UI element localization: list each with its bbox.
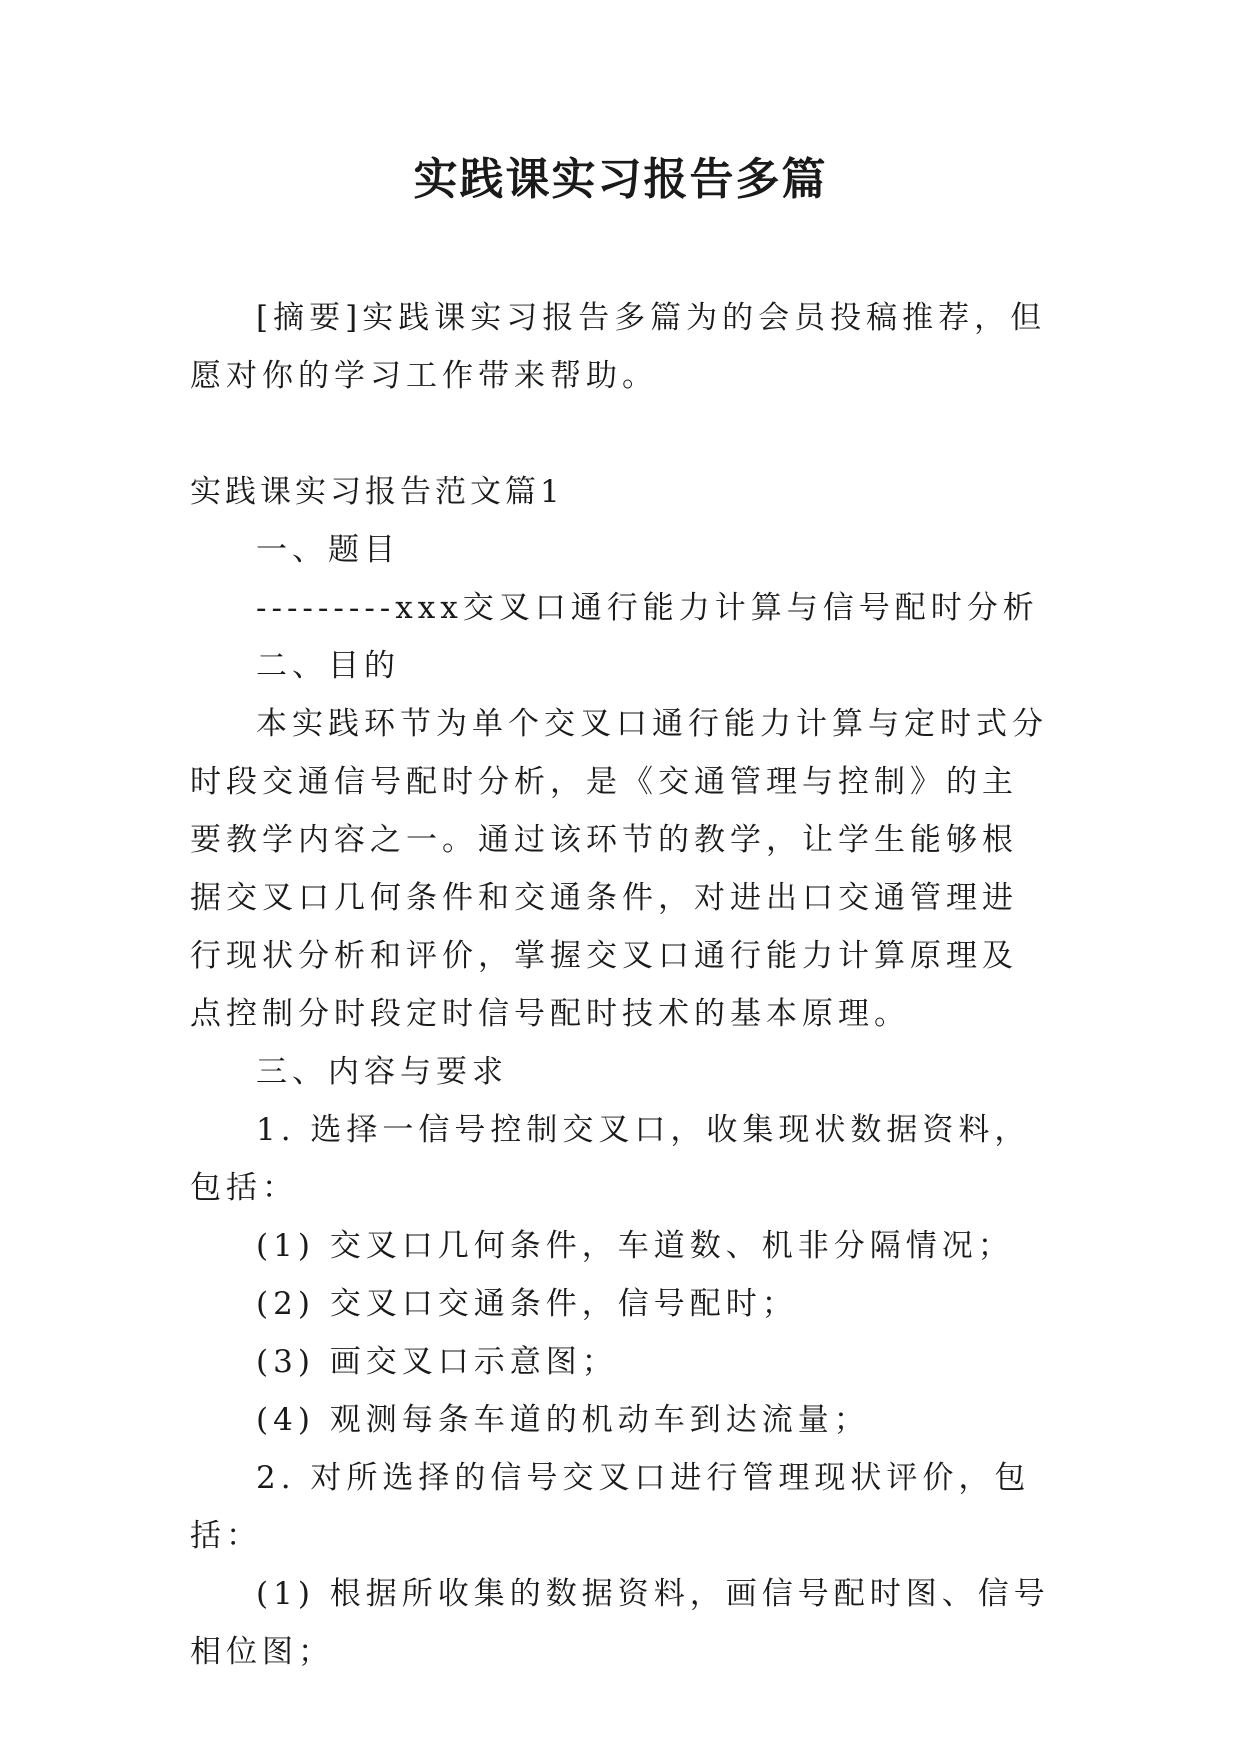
purpose-paragraph: 本实践环节为单个交叉口通行能力计算与定时式分时段交通信号配时分析，是《交通管理与控制》的主要教学内容之一。通过该环节的教学，让学生能够根据交叉口几何条件和交通条件，对进出口交通管理进行现状分析和评价，掌握交叉口通行能力计算原理及点控制分时段定时信号配时技术的基本原理。: [190, 706, 1048, 1032]
list-item: (2) 交叉口交通条件，信号配时；: [256, 1286, 798, 1322]
list-item: (3) 画交叉口示意图；: [256, 1344, 618, 1380]
section-heading: 实践课实习报告范文篇1: [190, 474, 564, 510]
list-item: (4) 观测每条车道的机动车到达流量；: [256, 1402, 870, 1438]
body-text: [190, 521, 1050, 1681]
list-item: (1) 根据所收集的数据资料，画信号配时图、信号相位图；: [190, 1576, 1050, 1670]
list-item: 1. 选择一信号控制交叉口，收集现状数据资料，包括：: [190, 1112, 1031, 1206]
heading-content: 三、内容与要求: [256, 1054, 508, 1090]
list-item: (1) 交叉口几何条件，车道数、机非分隔情况；: [256, 1228, 1014, 1264]
heading-purpose: 二、目的: [256, 648, 400, 684]
heading-topic: 一、题目: [256, 532, 400, 568]
list-item: 2. 对所选择的信号交叉口进行管理现状评价，包括：: [190, 1460, 1031, 1554]
document-title: 实践课实习报告多篇: [413, 154, 828, 205]
topic-line: ---------xxx交叉口通行能力计算与信号配时分析: [256, 590, 1039, 626]
abstract-paragraph: [摘要]实践课实习报告多篇为的会员投稿推荐，但愿对你的学习工作带来帮助。: [190, 300, 1047, 394]
